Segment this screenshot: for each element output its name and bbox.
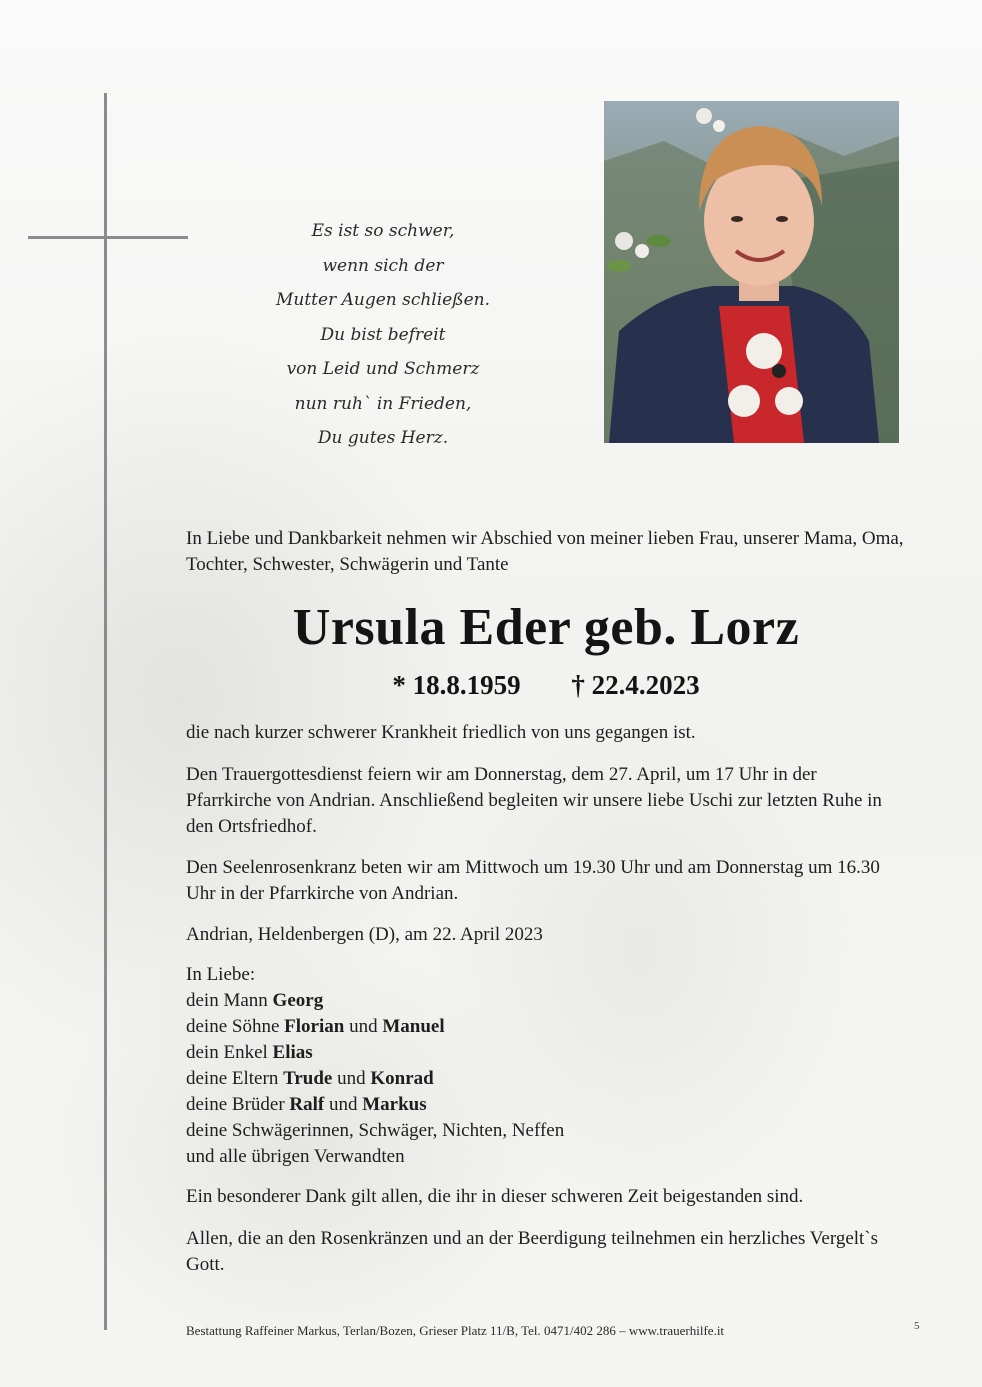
portrait-photo [604,101,899,443]
family-member-name: Ralf [289,1094,325,1115]
family-line-sons [186,1014,906,1040]
family-relation: deine Eltern [186,1068,284,1089]
family-relation: dein Mann [186,990,273,1011]
deceased-name: Ursula Eder geb. Lorz [292,599,800,656]
death-date: † 22.4.2023 [571,670,700,700]
portrait-illustration [604,101,899,443]
poem-line: Du bist befreit [320,324,446,345]
family-line-brothers [186,1092,906,1118]
place-and-date: Andrian, Heldenbergen (D), am 22. April 2023 [186,924,543,945]
cross-horizontal-bar [28,236,188,239]
family-line-inlaws: deine Schwägerinnen, Schwäger, Nichten, Neffen [186,1120,565,1141]
family-member-name: Trude [283,1068,333,1089]
thanks-paragraph: Ein besonderer Dank gilt allen, die ihr in dieser schweren Zeit beigestanden sind. [186,1186,804,1207]
poem-line: von Leid und Schmerz [286,359,480,379]
poem-line: wenn sich der [322,255,444,276]
family-member-name: Manuel [382,1016,445,1037]
family-connector: und [344,1016,383,1037]
family-connector: und [324,1094,363,1115]
birth-date: * 18.8.1959 [392,670,521,700]
family-relation: deine Söhne [186,1016,285,1037]
family-relation: deine Brüder [186,1094,290,1115]
family-relation: dein Enkel [186,1042,273,1063]
intro-paragraph: In Liebe und Dankbarkeit nehmen wir Abschied von meiner lieben Frau, unserer Mama, Oma, Tochter, Schwester, Schwägerin und Tante [186,528,904,575]
family-member-name: Markus [362,1094,427,1115]
family-line-grandson [186,1040,906,1066]
family-member-name: Florian [284,1016,345,1037]
family-line-relatives: und alle übrigen Verwandten [186,1146,405,1167]
poem-line: Du gutes Herz. [317,428,449,448]
poem-line: Es ist so schwer, [311,221,455,241]
family-member-name: Konrad [370,1068,434,1089]
passing-sentence: die nach kurzer schwerer Krankheit friedlich von uns gegangen ist. [186,722,696,743]
poem-line: Mutter Augen schließen. [275,290,491,310]
family-line-husband [186,988,906,1014]
poem [258,214,508,456]
family-connector: und [332,1068,371,1089]
family-line-parents [186,1066,906,1092]
cross-vertical-bar [104,93,107,1330]
family-heading: In Liebe: [186,964,256,985]
gratitude-paragraph: Allen, die an den Rosenkränzen und an der Beerdigung teilnehmen ein herzliches Vergelt`s Gott. [186,1228,879,1275]
poem-line: nun ruh` in Frieden, [294,393,472,414]
family-list [186,962,906,1170]
life-dates [186,669,906,701]
funeral-home-footer: Bestattung Raffeiner Markus, Terlan/Bozen, Grieser Platz 11/B, Tel. 0471/402 286 – www.trauerhilfe.it [186,1323,725,1338]
rosary-paragraph: Den Seelenrosenkranz beten wir am Mittwoch um 19.30 Uhr und am Donnerstag um 16.30 Uhr in der Pfarrkirche von Andrian. [186,857,880,904]
family-member-name: Georg [272,990,324,1011]
family-member-name: Elias [272,1042,313,1063]
page-number: 5 [914,1320,920,1332]
funeral-service-paragraph: Den Trauergottesdienst feiern wir am Donnerstag, dem 27. April, um 17 Uhr in der Pfarrkirche von Andrian. Anschließend begleiten wir unsere liebe Uschi zur letzten Ruhe in den Ortsfriedhof. [186,764,882,837]
